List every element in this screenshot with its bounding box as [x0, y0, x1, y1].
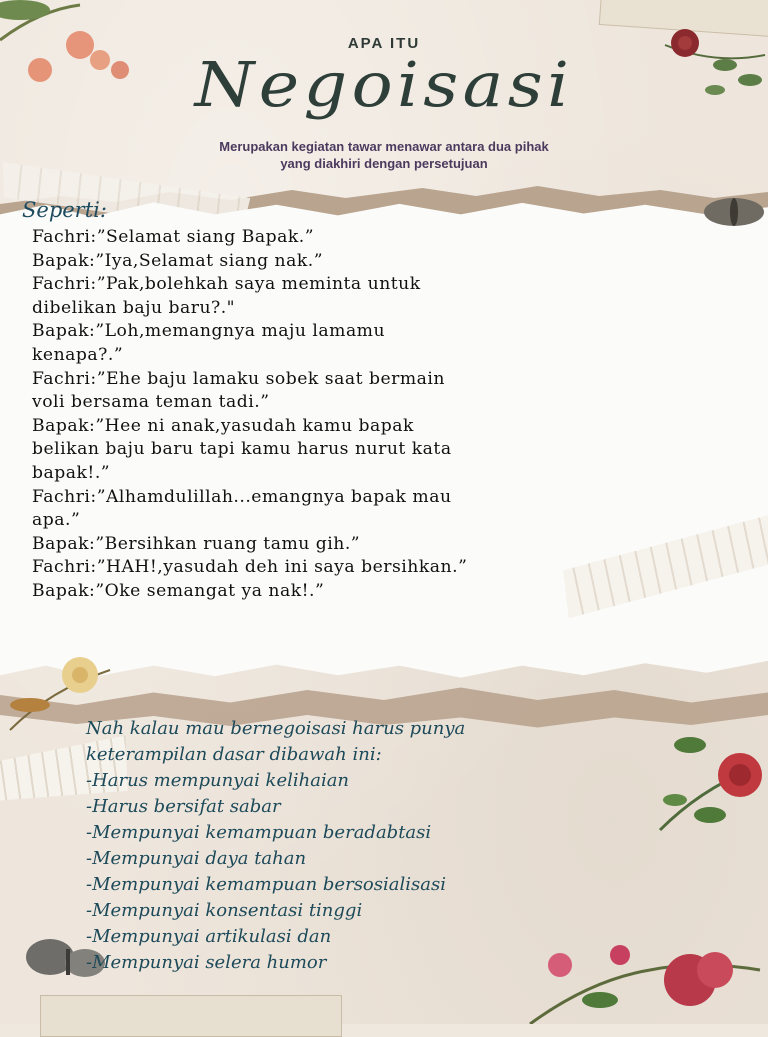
description-line: Merupakan kegiatan tawar menawar antara dua pihak — [219, 139, 549, 154]
skill-item: -Mempunyai kemampuan bersosialisasi — [86, 874, 446, 895]
dialog-line: apa.” — [32, 510, 81, 531]
page-title: Negoisasi — [194, 48, 574, 121]
skills-section — [86, 716, 706, 976]
dialog-line: Bapak:”Hee ni anak,yasudah kamu bapak — [32, 415, 414, 436]
dialog-line: Fachri:”Ehe baju lamaku sobek saat bermain — [32, 368, 445, 389]
skill-item: -Mempunyai daya tahan — [86, 848, 307, 869]
dialog-line: Bapak:”Iya,Selamat siang nak.” — [32, 250, 324, 271]
dialog-line: Bapak:”Oke semangat ya nak!.” — [32, 580, 325, 601]
example-heading: Seperti: — [22, 198, 107, 222]
skills-intro-line: Nah kalau mau bernegoisasi harus punya — [86, 718, 466, 739]
header-description — [84, 138, 684, 172]
header-kicker: APA ITU — [347, 35, 421, 52]
dialog-line: dibelikan baju baru?." — [32, 297, 236, 318]
dialog-line: Fachri:”Alhamdulillah...emangnya bapak mau — [32, 486, 452, 507]
skill-item: -Mempunyai kemampuan beradabtasi — [86, 822, 432, 843]
description-line: yang diakhiri dengan persetujuan — [280, 156, 488, 171]
dialog-line: Fachri:”Selamat siang Bapak.” — [32, 227, 314, 247]
skills-intro-line: keterampilan dasar dibawah ini: — [86, 744, 382, 765]
skill-item: -Mempunyai selera humor — [86, 952, 327, 973]
dialog-line: bapak!.” — [32, 462, 111, 483]
dialog-line: kenapa?.” — [32, 344, 124, 365]
dialog-line: Bapak:”Bersihkan ruang tamu gih.” — [32, 533, 361, 554]
old-book-bottom-decoration — [40, 995, 342, 1037]
dialog-text — [32, 226, 732, 604]
dialog-line: voli bersama teman tadi.” — [32, 392, 270, 413]
skill-item: -Harus mempunyai kelihaian — [86, 770, 350, 791]
dialog-line: belikan baju baru tapi kamu harus nurut kata — [32, 439, 452, 460]
skill-item: -Mempunyai konsentasi tinggi — [86, 900, 363, 921]
dialog-line: Fachri:”HAH!,yasudah deh ini saya bersihkan.” — [32, 557, 468, 578]
skill-item: -Mempunyai artikulasi dan — [86, 926, 332, 947]
dialog-line: Fachri:”Pak,bolehkah saya meminta untuk — [32, 274, 421, 295]
dialog-line: Bapak:”Loh,memangnya maju lamamu — [32, 321, 386, 342]
skill-item: -Harus bersifat sabar — [86, 796, 281, 817]
